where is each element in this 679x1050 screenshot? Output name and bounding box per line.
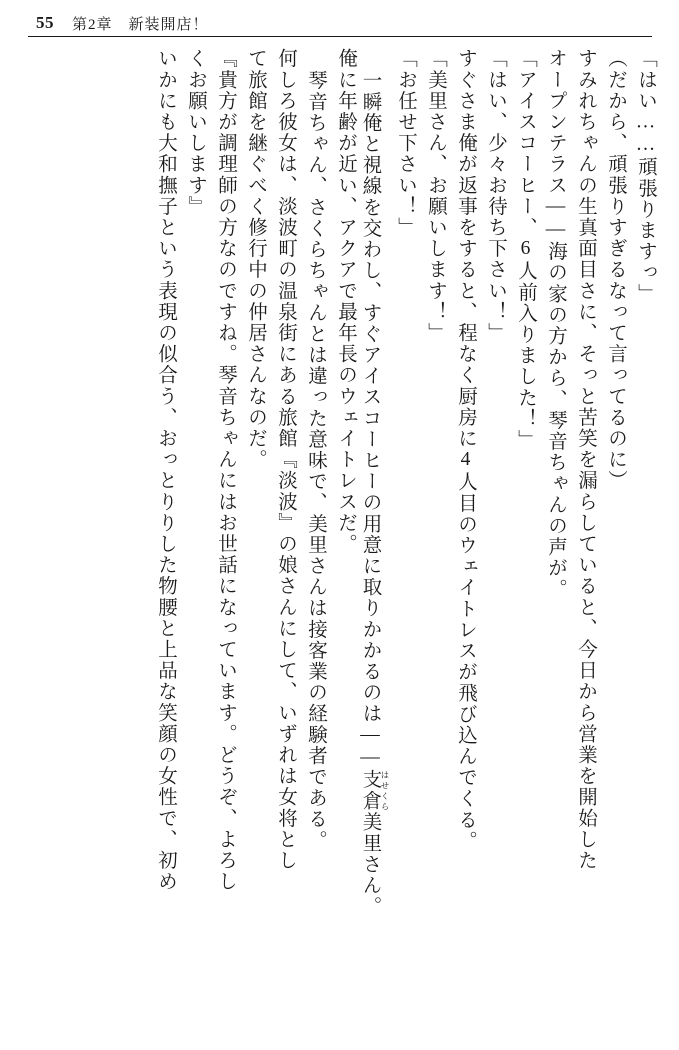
- text-line: 「はい、少々お待ち下さい！」: [485, 48, 506, 344]
- header-divider: [28, 36, 652, 37]
- text-line: いかにも大和撫子という表現の似合う、おっとりりした物腰と上品な笑顔の女性で、初め: [155, 48, 176, 892]
- text-line: 何しろ彼女は、淡波町の温泉街にある旅館『淡波』の娘さんにして、いずれは女将とし: [275, 48, 296, 871]
- chapter-title: 第2章 新装開店！: [72, 16, 209, 33]
- text-line: 「お任せ下さい！」: [395, 48, 416, 238]
- text-line: 「はい……頑張りますっ」: [635, 48, 656, 305]
- page-header: [0, 8, 679, 38]
- text-line: 琴音ちゃん、さくらちゃんとは違った意味で、美里さんは接客業の経験者である。: [305, 70, 326, 851]
- body-text: [20, 48, 660, 1038]
- text-line: 俺に年齢が近い、アクアで最年長のウェイトレスだ。: [335, 48, 356, 555]
- page-number: 55: [36, 13, 54, 32]
- text-line: て旅館を継ぐべく修行中の仲居さんなのだ。: [245, 48, 266, 470]
- text-line: 一瞬俺と視線を交わし、すぐアイスコーヒーの用意に取りかかるのは――支倉 はせくら美里さん。: [359, 70, 390, 918]
- text-line: 「美里さん、お願いします！」: [425, 48, 446, 344]
- text-line: 「アイスコーヒー、6人前入りました！」: [515, 48, 536, 451]
- text-line: くお願いします』: [185, 48, 206, 217]
- text-line: すみれちゃんの生真面目さに、そっと苦笑を漏らしていると、今日から営業を開始した: [575, 48, 596, 871]
- text-line: （だから、頑張りすぎるなって言ってるのに）: [605, 48, 626, 492]
- ruby-annotation: 支倉 はせくら: [359, 769, 390, 812]
- text-line: 『貴方が調理師の方なのですね。琴音ちゃんにはお世話になっています。どうぞ、よろし: [215, 48, 236, 892]
- text-line: すぐさま俺が返事をすると、程なく厨房に4人目のウェイトレスが飛び込んでくる。: [455, 48, 476, 852]
- text-line: オープンテラス――海の家の方から、琴音ちゃんの声が。: [545, 48, 566, 600]
